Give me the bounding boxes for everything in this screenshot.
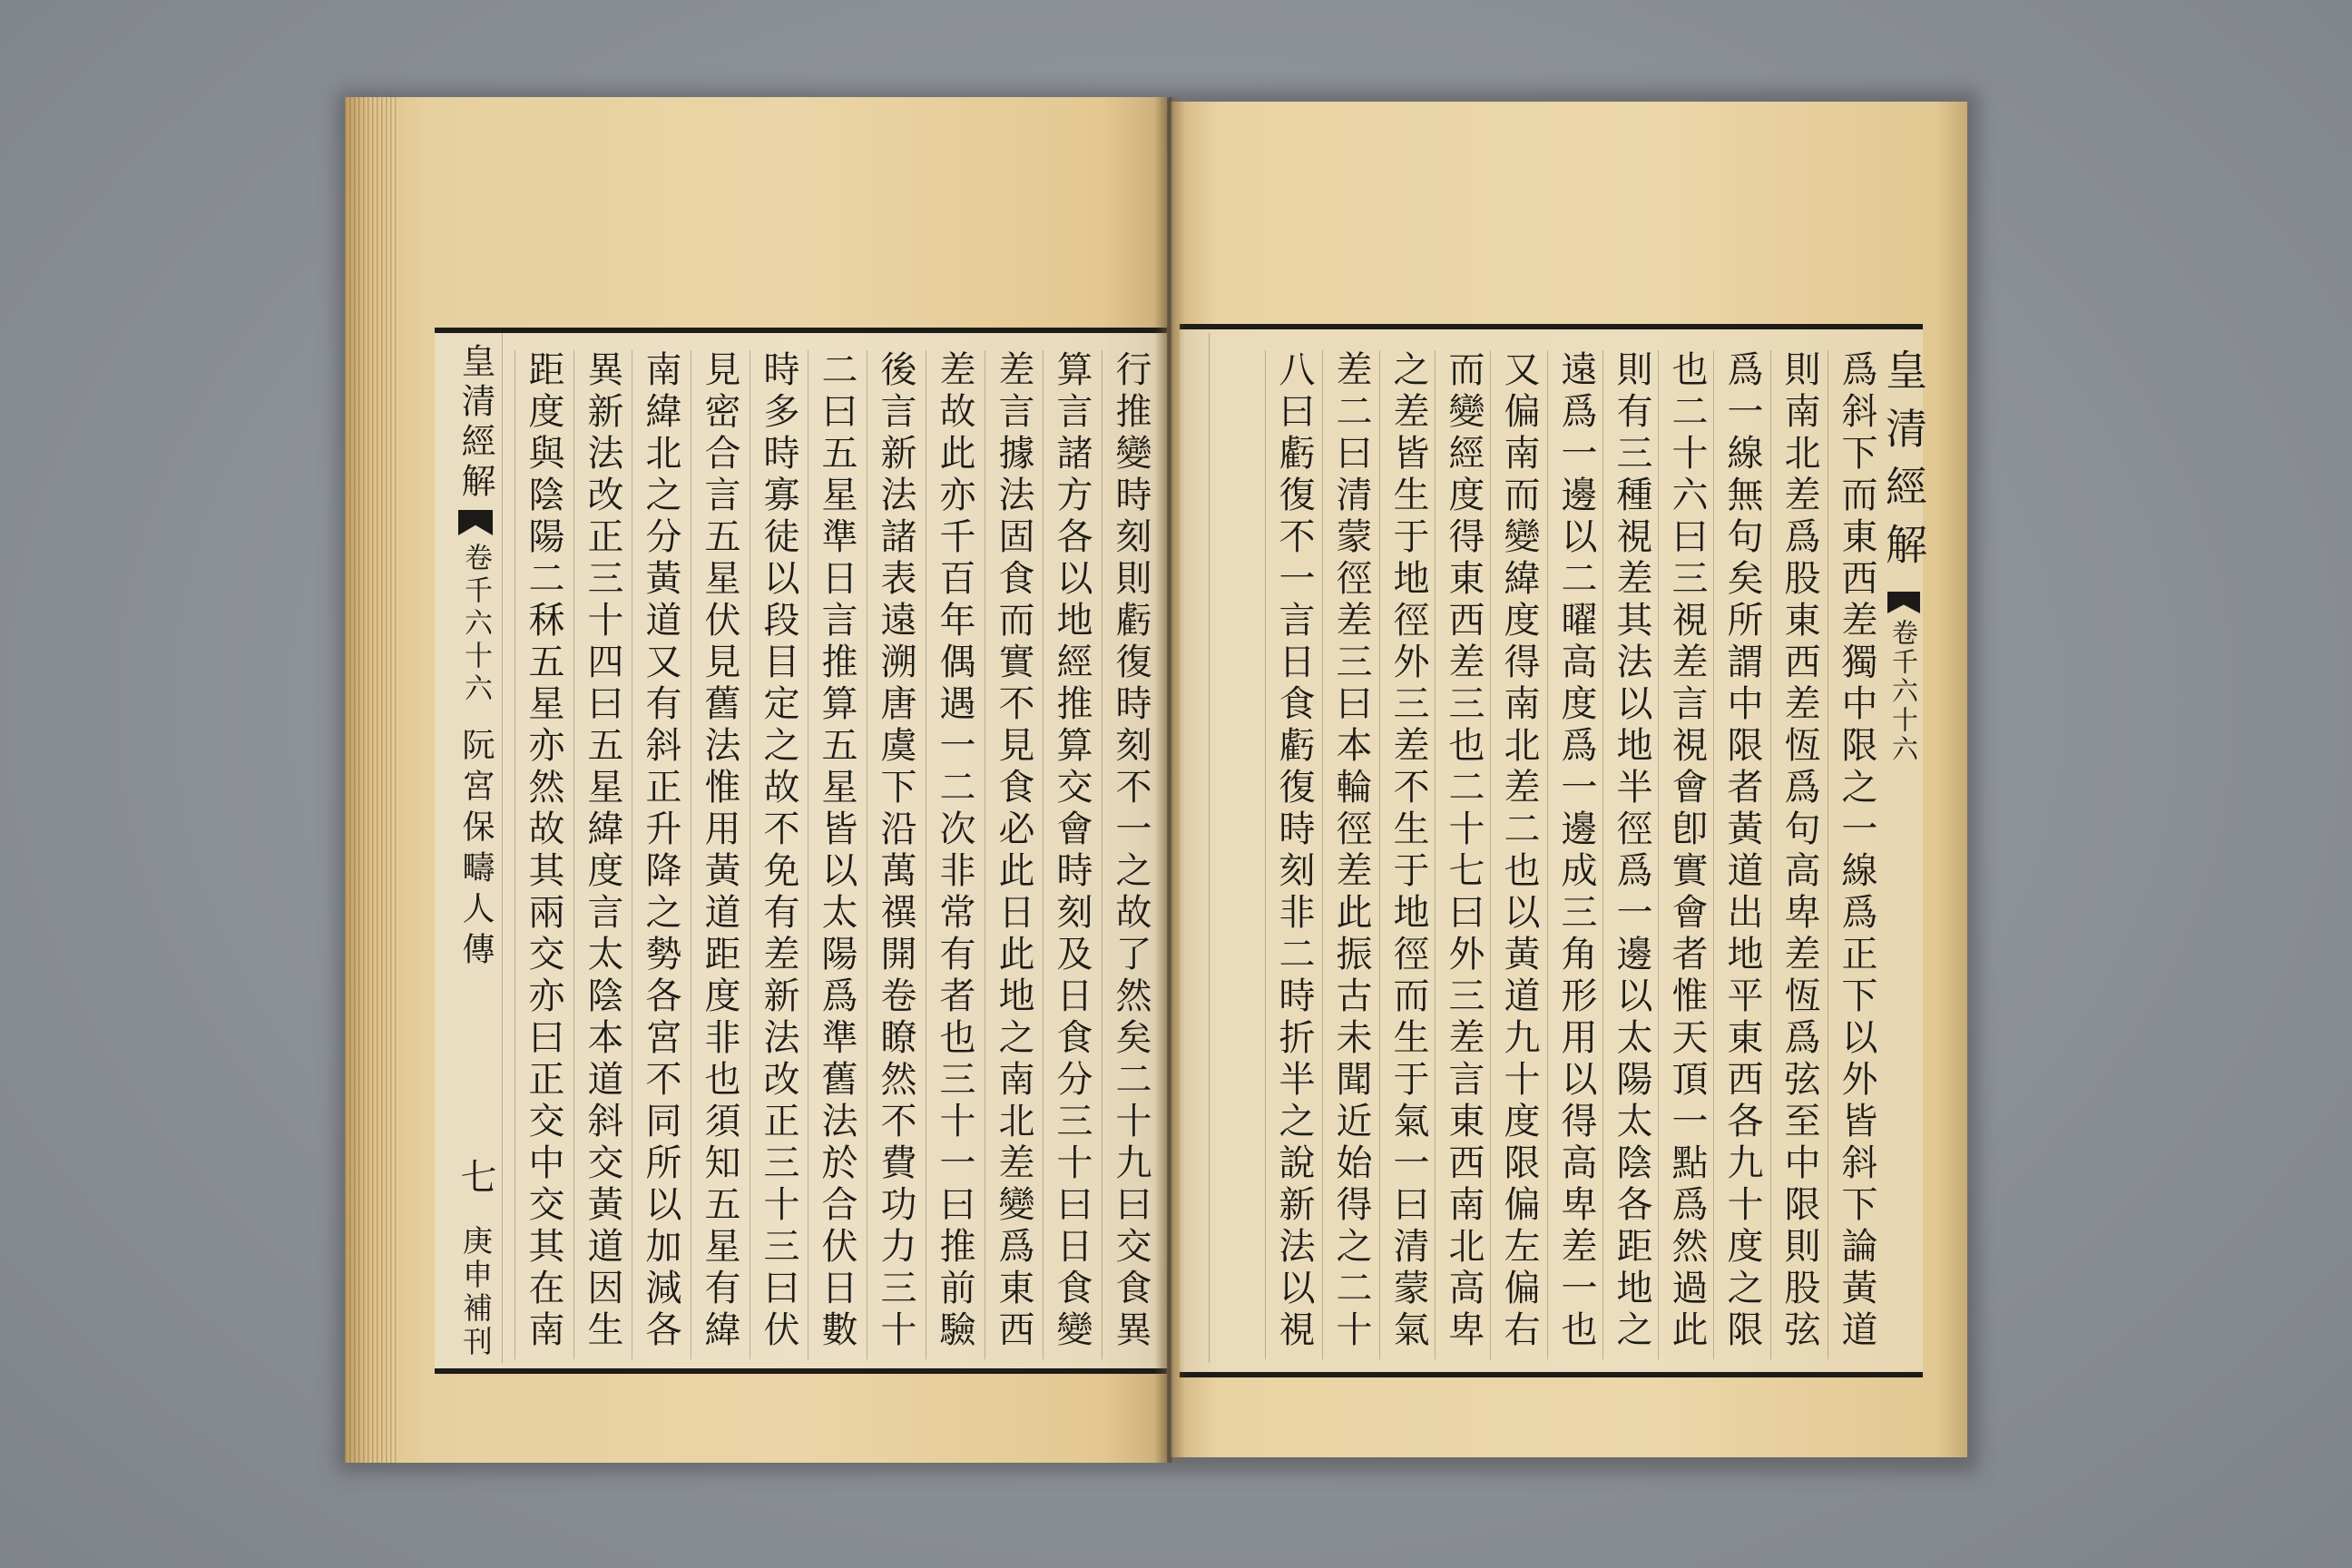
right-margin-volume: 卷千六十六	[1888, 619, 1919, 764]
text-column: 差言據法固食而實不見食必此日此地之南北差變爲東西	[985, 350, 1042, 1359]
text-column: 差二曰清蒙徑差三曰本輪徑差此振古未聞近始得之二十	[1322, 350, 1379, 1359]
left-margin-title: 皇清經解	[456, 343, 495, 503]
text-column: 行推變時刻則虧復時刻不一之故了然矣二十九曰交食異	[1102, 350, 1159, 1359]
text-column: 南緯北之分黃道又有斜正升降之勢各宮不同所以加減各	[632, 350, 689, 1359]
left-margin-chapter: 阮宮保疇人傳	[457, 728, 495, 973]
left-margin-volume: 卷千六十六	[459, 543, 492, 706]
text-column: 時多時寡徒以段目定之故不免有差新法改正三十三曰伏	[750, 350, 807, 1359]
text-column: 距度與陰陽二秝五星亦然故其兩交亦曰正交中交其在南	[514, 350, 572, 1359]
left-leaf-number: 七	[455, 1158, 496, 1194]
text-column: 又偏南而變緯度得南北差二也以黃道九十度限偏左偏右	[1490, 350, 1547, 1359]
book-gutter	[1154, 97, 1185, 1463]
text-column: 異新法改正三十四曰五星緯度言太陰本道斜交黃道因生	[573, 350, 631, 1359]
text-column: 後言新法諸表遠溯唐虞下沿萬禩開卷瞭然不費功力三十	[867, 350, 924, 1359]
text-column: 而變經度得東西差三也二十七曰外三差言東西南北高卑	[1435, 350, 1492, 1359]
text-column: 遠爲一邊以二曜高度爲一邊成三角形用以得高卑差一也	[1547, 350, 1604, 1359]
text-column: 算言諸方各以地經推算交會時刻及日食分三十曰日食變	[1043, 350, 1100, 1359]
text-column: 八曰虧復不一言日食虧復時刻非二時折半之說新法以視	[1265, 350, 1322, 1359]
text-column: 也二十六曰三視差言視會卽實會者惟天頂一點爲然過此	[1658, 350, 1715, 1359]
column-rule	[502, 333, 503, 1363]
right-margin-title: 皇清經解	[1879, 348, 1928, 581]
text-column: 差故此亦千百年偶遇一二次非常有者也三十一曰推前驗	[926, 350, 983, 1359]
text-column: 二曰五星準日言推算五星皆以太陽爲準舊法於合伏日數	[808, 350, 865, 1359]
text-column: 爲斜下而東西差獨中限之一線爲正下以外皆斜下論黃道	[1828, 350, 1885, 1359]
text-column: 見密合言五星伏見舊法惟用黃道距度非也須知五星有緯	[691, 350, 748, 1359]
page-stack-edge	[345, 97, 397, 1463]
left-edition-note: 庚申補刊	[458, 1225, 494, 1359]
text-column: 則有三種視差其法以地半徑爲一邊以太陽太陰各距地之	[1602, 350, 1660, 1359]
text-column: 爲一線無句矣所謂中限者黃道出地平東西各九十度之限	[1713, 350, 1770, 1359]
column-rule	[1209, 333, 1210, 1363]
text-column: 之差皆生于地徑外三差不生于地徑而生于氣一曰清蒙氣	[1379, 350, 1436, 1359]
text-column: 則南北差爲股東西差恆爲句高卑差恆爲弦至中限則股弦	[1770, 350, 1828, 1359]
